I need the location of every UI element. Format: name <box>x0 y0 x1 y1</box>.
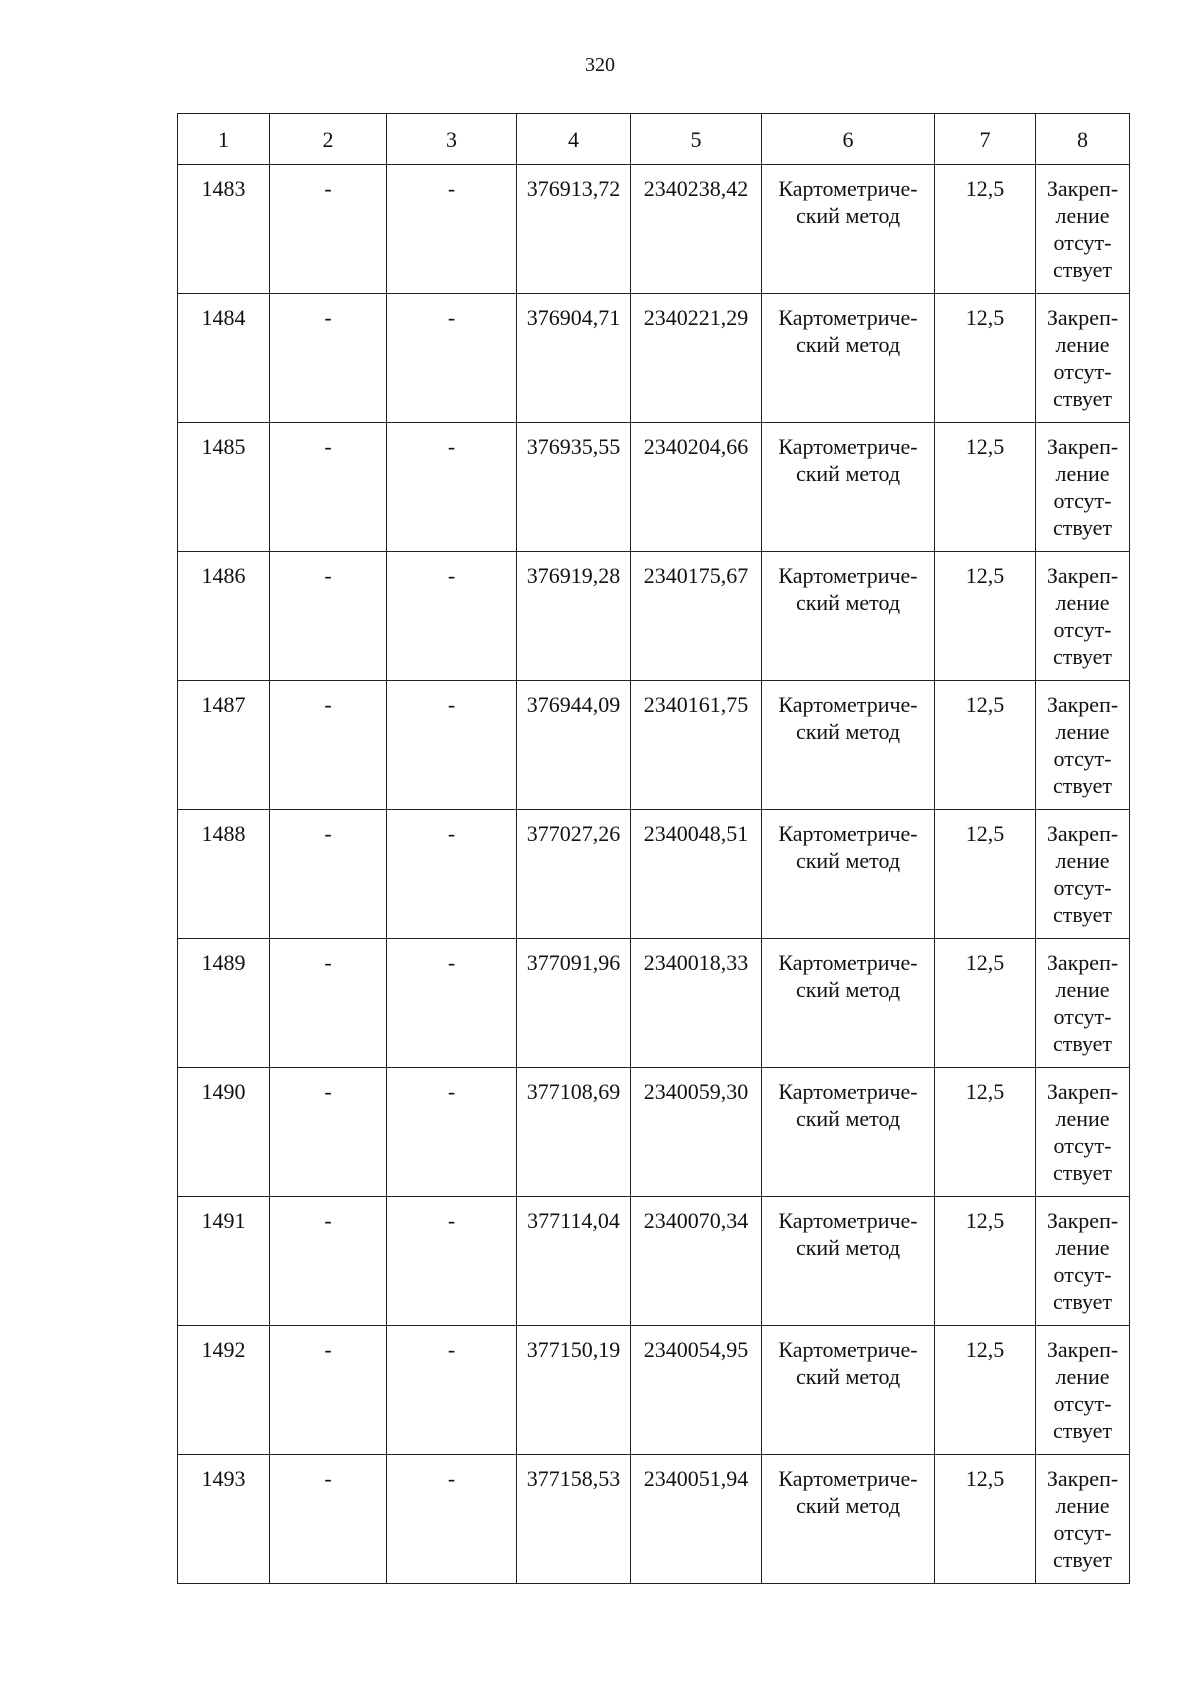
table-row <box>178 681 1130 810</box>
coordinate-x-cell-text: 376913,72 <box>526 176 621 201</box>
coordinate-y-cell <box>631 552 762 681</box>
point-number-cell-text: 1492 <box>201 1337 246 1362</box>
column-3-cell <box>387 294 517 423</box>
method-cell-text: Картометриче- ский метод <box>778 1208 918 1260</box>
coordinate-y-cell-text: 2340048,51 <box>643 821 749 846</box>
column-3-cell-text: - <box>447 1208 456 1233</box>
coordinate-y-cell-text: 2340051,94 <box>643 1466 749 1491</box>
point-number-cell <box>178 810 270 939</box>
point-number-cell <box>178 1068 270 1197</box>
coordinate-x-cell-text: 376919,28 <box>526 563 621 588</box>
column-3-cell <box>387 1068 517 1197</box>
column-header: 4 <box>517 114 631 165</box>
coordinate-y-cell <box>631 294 762 423</box>
coordinate-x-cell-text: 376944,09 <box>526 692 621 717</box>
column-2-cell <box>270 939 387 1068</box>
fixation-cell <box>1036 165 1130 294</box>
method-cell <box>762 810 935 939</box>
method-cell-text: Картометриче- ский метод <box>778 563 918 615</box>
column-3-cell <box>387 1197 517 1326</box>
point-number-cell-text: 1483 <box>201 176 246 201</box>
fixation-cell-text: Закреп- ление отсут- ствует <box>1046 950 1119 1056</box>
column-3-cell <box>387 681 517 810</box>
method-cell <box>762 1068 935 1197</box>
method-cell-text: Картометриче- ский метод <box>778 1079 918 1131</box>
column-2-cell-text: - <box>324 692 332 717</box>
method-cell <box>762 1326 935 1455</box>
column-2-cell-text: - <box>324 1466 332 1491</box>
table-row <box>178 1455 1130 1584</box>
accuracy-cell-text: 12,5 <box>965 176 1005 201</box>
table-body <box>178 165 1130 1584</box>
fixation-cell <box>1036 810 1130 939</box>
column-2-cell <box>270 681 387 810</box>
column-2-cell <box>270 1326 387 1455</box>
accuracy-cell <box>935 1455 1036 1584</box>
column-2-cell <box>270 1068 387 1197</box>
table-row <box>178 939 1130 1068</box>
coordinate-y-cell-text: 2340161,75 <box>643 692 749 717</box>
coordinate-y-cell-text: 2340204,66 <box>643 434 749 459</box>
column-3-cell-text: - <box>447 821 456 846</box>
method-cell-text: Картометриче- ский метод <box>778 692 918 744</box>
point-number-cell <box>178 165 270 294</box>
coordinate-x-cell <box>517 165 631 294</box>
fixation-cell-text: Закреп- ление отсут- ствует <box>1046 1337 1119 1443</box>
fixation-cell-text: Закреп- ление отсут- ствует <box>1046 176 1119 282</box>
accuracy-cell-text: 12,5 <box>965 305 1005 330</box>
table-row <box>178 294 1130 423</box>
accuracy-cell <box>935 1326 1036 1455</box>
accuracy-cell-text: 12,5 <box>965 1208 1005 1233</box>
column-2-cell-text: - <box>324 1079 332 1104</box>
coordinate-y-cell-text: 2340238,42 <box>643 176 749 201</box>
fixation-cell <box>1036 1455 1130 1584</box>
coordinate-y-cell <box>631 939 762 1068</box>
column-2-cell-text: - <box>324 950 332 975</box>
point-number-cell-text: 1486 <box>201 563 246 588</box>
coordinate-x-cell <box>517 294 631 423</box>
column-2-cell <box>270 165 387 294</box>
column-3-cell-text: - <box>447 176 456 201</box>
coordinate-y-cell-text: 2340175,67 <box>643 563 749 588</box>
method-cell-text: Картометриче- ский метод <box>778 434 918 486</box>
column-3-cell <box>387 552 517 681</box>
column-header: 6 <box>762 114 935 165</box>
accuracy-cell-text: 12,5 <box>965 1079 1005 1104</box>
method-cell <box>762 294 935 423</box>
column-2-cell <box>270 294 387 423</box>
point-number-cell-text: 1484 <box>201 305 246 330</box>
coordinate-y-cell <box>631 681 762 810</box>
point-number-cell-text: 1489 <box>201 950 246 975</box>
page-number: 320 <box>585 54 615 76</box>
accuracy-cell <box>935 810 1036 939</box>
coordinate-x-cell-text: 377108,69 <box>526 1079 621 1104</box>
coordinate-x-cell <box>517 552 631 681</box>
column-2-cell-text: - <box>324 176 332 201</box>
point-number-cell <box>178 1326 270 1455</box>
accuracy-cell <box>935 939 1036 1068</box>
coordinate-x-cell <box>517 810 631 939</box>
column-3-cell <box>387 1326 517 1455</box>
column-2-cell <box>270 1455 387 1584</box>
method-cell <box>762 939 935 1068</box>
column-2-cell <box>270 810 387 939</box>
column-3-cell <box>387 939 517 1068</box>
coordinate-x-cell <box>517 939 631 1068</box>
column-2-cell-text: - <box>324 434 332 459</box>
coordinate-y-cell <box>631 1197 762 1326</box>
accuracy-cell-text: 12,5 <box>965 1337 1005 1362</box>
accuracy-cell <box>935 294 1036 423</box>
method-cell-text: Картометриче- ский метод <box>778 950 918 1002</box>
coordinate-x-cell <box>517 1068 631 1197</box>
accuracy-cell <box>935 165 1036 294</box>
coordinate-y-cell <box>631 423 762 552</box>
point-number-cell-text: 1487 <box>201 692 246 717</box>
column-3-cell-text: - <box>447 434 456 459</box>
fixation-cell <box>1036 1326 1130 1455</box>
point-number-cell-text: 1488 <box>201 821 246 846</box>
column-2-cell-text: - <box>324 821 332 846</box>
column-3-cell <box>387 165 517 294</box>
point-number-cell <box>178 1197 270 1326</box>
coordinate-x-cell-text: 376904,71 <box>526 305 621 330</box>
table-row <box>178 1068 1130 1197</box>
accuracy-cell-text: 12,5 <box>965 434 1005 459</box>
accuracy-cell <box>935 1197 1036 1326</box>
point-number-cell <box>178 939 270 1068</box>
point-number-cell-text: 1491 <box>201 1208 246 1233</box>
table-row <box>178 165 1130 294</box>
coordinate-x-cell <box>517 1197 631 1326</box>
coordinate-y-cell <box>631 1455 762 1584</box>
coordinate-x-cell-text: 377150,19 <box>526 1337 621 1362</box>
column-3-cell <box>387 1455 517 1584</box>
coordinate-y-cell <box>631 165 762 294</box>
coordinates-table <box>177 113 1130 1584</box>
table-row <box>178 810 1130 939</box>
method-cell-text: Картометриче- ский метод <box>778 176 918 228</box>
method-cell-text: Картометриче- ский метод <box>778 821 918 873</box>
column-3-cell-text: - <box>447 950 456 975</box>
method-cell-text: Картометриче- ский метод <box>778 1466 918 1518</box>
method-cell <box>762 1455 935 1584</box>
point-number-cell <box>178 294 270 423</box>
column-3-cell-text: - <box>447 692 456 717</box>
coordinate-y-cell-text: 2340018,33 <box>643 950 749 975</box>
coordinate-x-cell-text: 377158,53 <box>526 1466 621 1491</box>
accuracy-cell-text: 12,5 <box>965 821 1005 846</box>
column-2-cell-text: - <box>324 305 332 330</box>
method-cell <box>762 165 935 294</box>
coordinate-x-cell <box>517 423 631 552</box>
coordinate-y-cell-text: 2340054,95 <box>643 1337 749 1362</box>
column-3-cell-text: - <box>447 1079 456 1104</box>
column-3-cell-text: - <box>447 1337 456 1362</box>
fixation-cell-text: Закреп- ление отсут- ствует <box>1046 692 1119 798</box>
fixation-cell <box>1036 552 1130 681</box>
column-2-cell-text: - <box>324 1208 332 1233</box>
method-cell-text: Картометриче- ский метод <box>778 305 918 357</box>
method-cell <box>762 423 935 552</box>
column-3-cell <box>387 810 517 939</box>
coordinate-y-cell <box>631 1326 762 1455</box>
method-cell <box>762 681 935 810</box>
fixation-cell <box>1036 681 1130 810</box>
column-3-cell-text: - <box>447 1466 456 1491</box>
column-2-cell-text: - <box>324 563 332 588</box>
accuracy-cell-text: 12,5 <box>965 950 1005 975</box>
point-number-cell <box>178 681 270 810</box>
column-3-cell <box>387 423 517 552</box>
coordinate-x-cell-text: 377027,26 <box>526 821 621 846</box>
column-3-cell-text: - <box>447 305 456 330</box>
column-2-cell-text: - <box>324 1337 332 1362</box>
coordinate-x-cell <box>517 1326 631 1455</box>
fixation-cell-text: Закреп- ление отсут- ствует <box>1046 1079 1119 1185</box>
method-cell <box>762 1197 935 1326</box>
coordinate-y-cell-text: 2340070,34 <box>643 1208 749 1233</box>
point-number-cell <box>178 423 270 552</box>
point-number-cell-text: 1490 <box>201 1079 246 1104</box>
coordinate-x-cell-text: 376935,55 <box>526 434 621 459</box>
column-2-cell <box>270 423 387 552</box>
coordinate-y-cell <box>631 810 762 939</box>
table-row <box>178 1326 1130 1455</box>
point-number-cell <box>178 552 270 681</box>
coordinate-x-cell-text: 377114,04 <box>527 1208 620 1233</box>
column-header: 7 <box>935 114 1036 165</box>
table-row <box>178 423 1130 552</box>
fixation-cell-text: Закреп- ление отсут- ствует <box>1046 563 1119 669</box>
accuracy-cell-text: 12,5 <box>965 692 1005 717</box>
table-row <box>178 552 1130 681</box>
column-header: 3 <box>387 114 517 165</box>
fixation-cell-text: Закреп- ление отсут- ствует <box>1046 1208 1119 1314</box>
fixation-cell <box>1036 1068 1130 1197</box>
method-cell <box>762 552 935 681</box>
column-header: 1 <box>178 114 270 165</box>
table-header-row <box>178 114 1130 165</box>
fixation-cell-text: Закреп- ление отсут- ствует <box>1046 1466 1119 1572</box>
column-3-cell-text: - <box>447 563 456 588</box>
method-cell-text: Картометриче- ский метод <box>778 1337 918 1389</box>
fixation-cell-text: Закреп- ление отсут- ствует <box>1046 821 1119 927</box>
point-number-cell-text: 1493 <box>201 1466 246 1491</box>
fixation-cell-text: Закреп- ление отсут- ствует <box>1046 305 1119 411</box>
table-row <box>178 1197 1130 1326</box>
coordinate-x-cell <box>517 681 631 810</box>
coordinate-y-cell-text: 2340059,30 <box>643 1079 749 1104</box>
point-number-cell <box>178 1455 270 1584</box>
coordinate-x-cell <box>517 1455 631 1584</box>
fixation-cell <box>1036 294 1130 423</box>
fixation-cell <box>1036 939 1130 1068</box>
column-header: 5 <box>631 114 762 165</box>
column-header: 2 <box>270 114 387 165</box>
point-number-cell-text: 1485 <box>201 434 246 459</box>
fixation-cell-text: Закреп- ление отсут- ствует <box>1046 434 1119 540</box>
accuracy-cell <box>935 423 1036 552</box>
coordinate-y-cell <box>631 1068 762 1197</box>
accuracy-cell-text: 12,5 <box>965 563 1005 588</box>
accuracy-cell <box>935 552 1036 681</box>
fixation-cell <box>1036 423 1130 552</box>
column-2-cell <box>270 1197 387 1326</box>
column-2-cell <box>270 552 387 681</box>
coordinate-y-cell-text: 2340221,29 <box>643 305 749 330</box>
fixation-cell <box>1036 1197 1130 1326</box>
column-header: 8 <box>1036 114 1130 165</box>
accuracy-cell <box>935 681 1036 810</box>
accuracy-cell-text: 12,5 <box>965 1466 1005 1491</box>
coordinate-x-cell-text: 377091,96 <box>526 950 621 975</box>
accuracy-cell <box>935 1068 1036 1197</box>
